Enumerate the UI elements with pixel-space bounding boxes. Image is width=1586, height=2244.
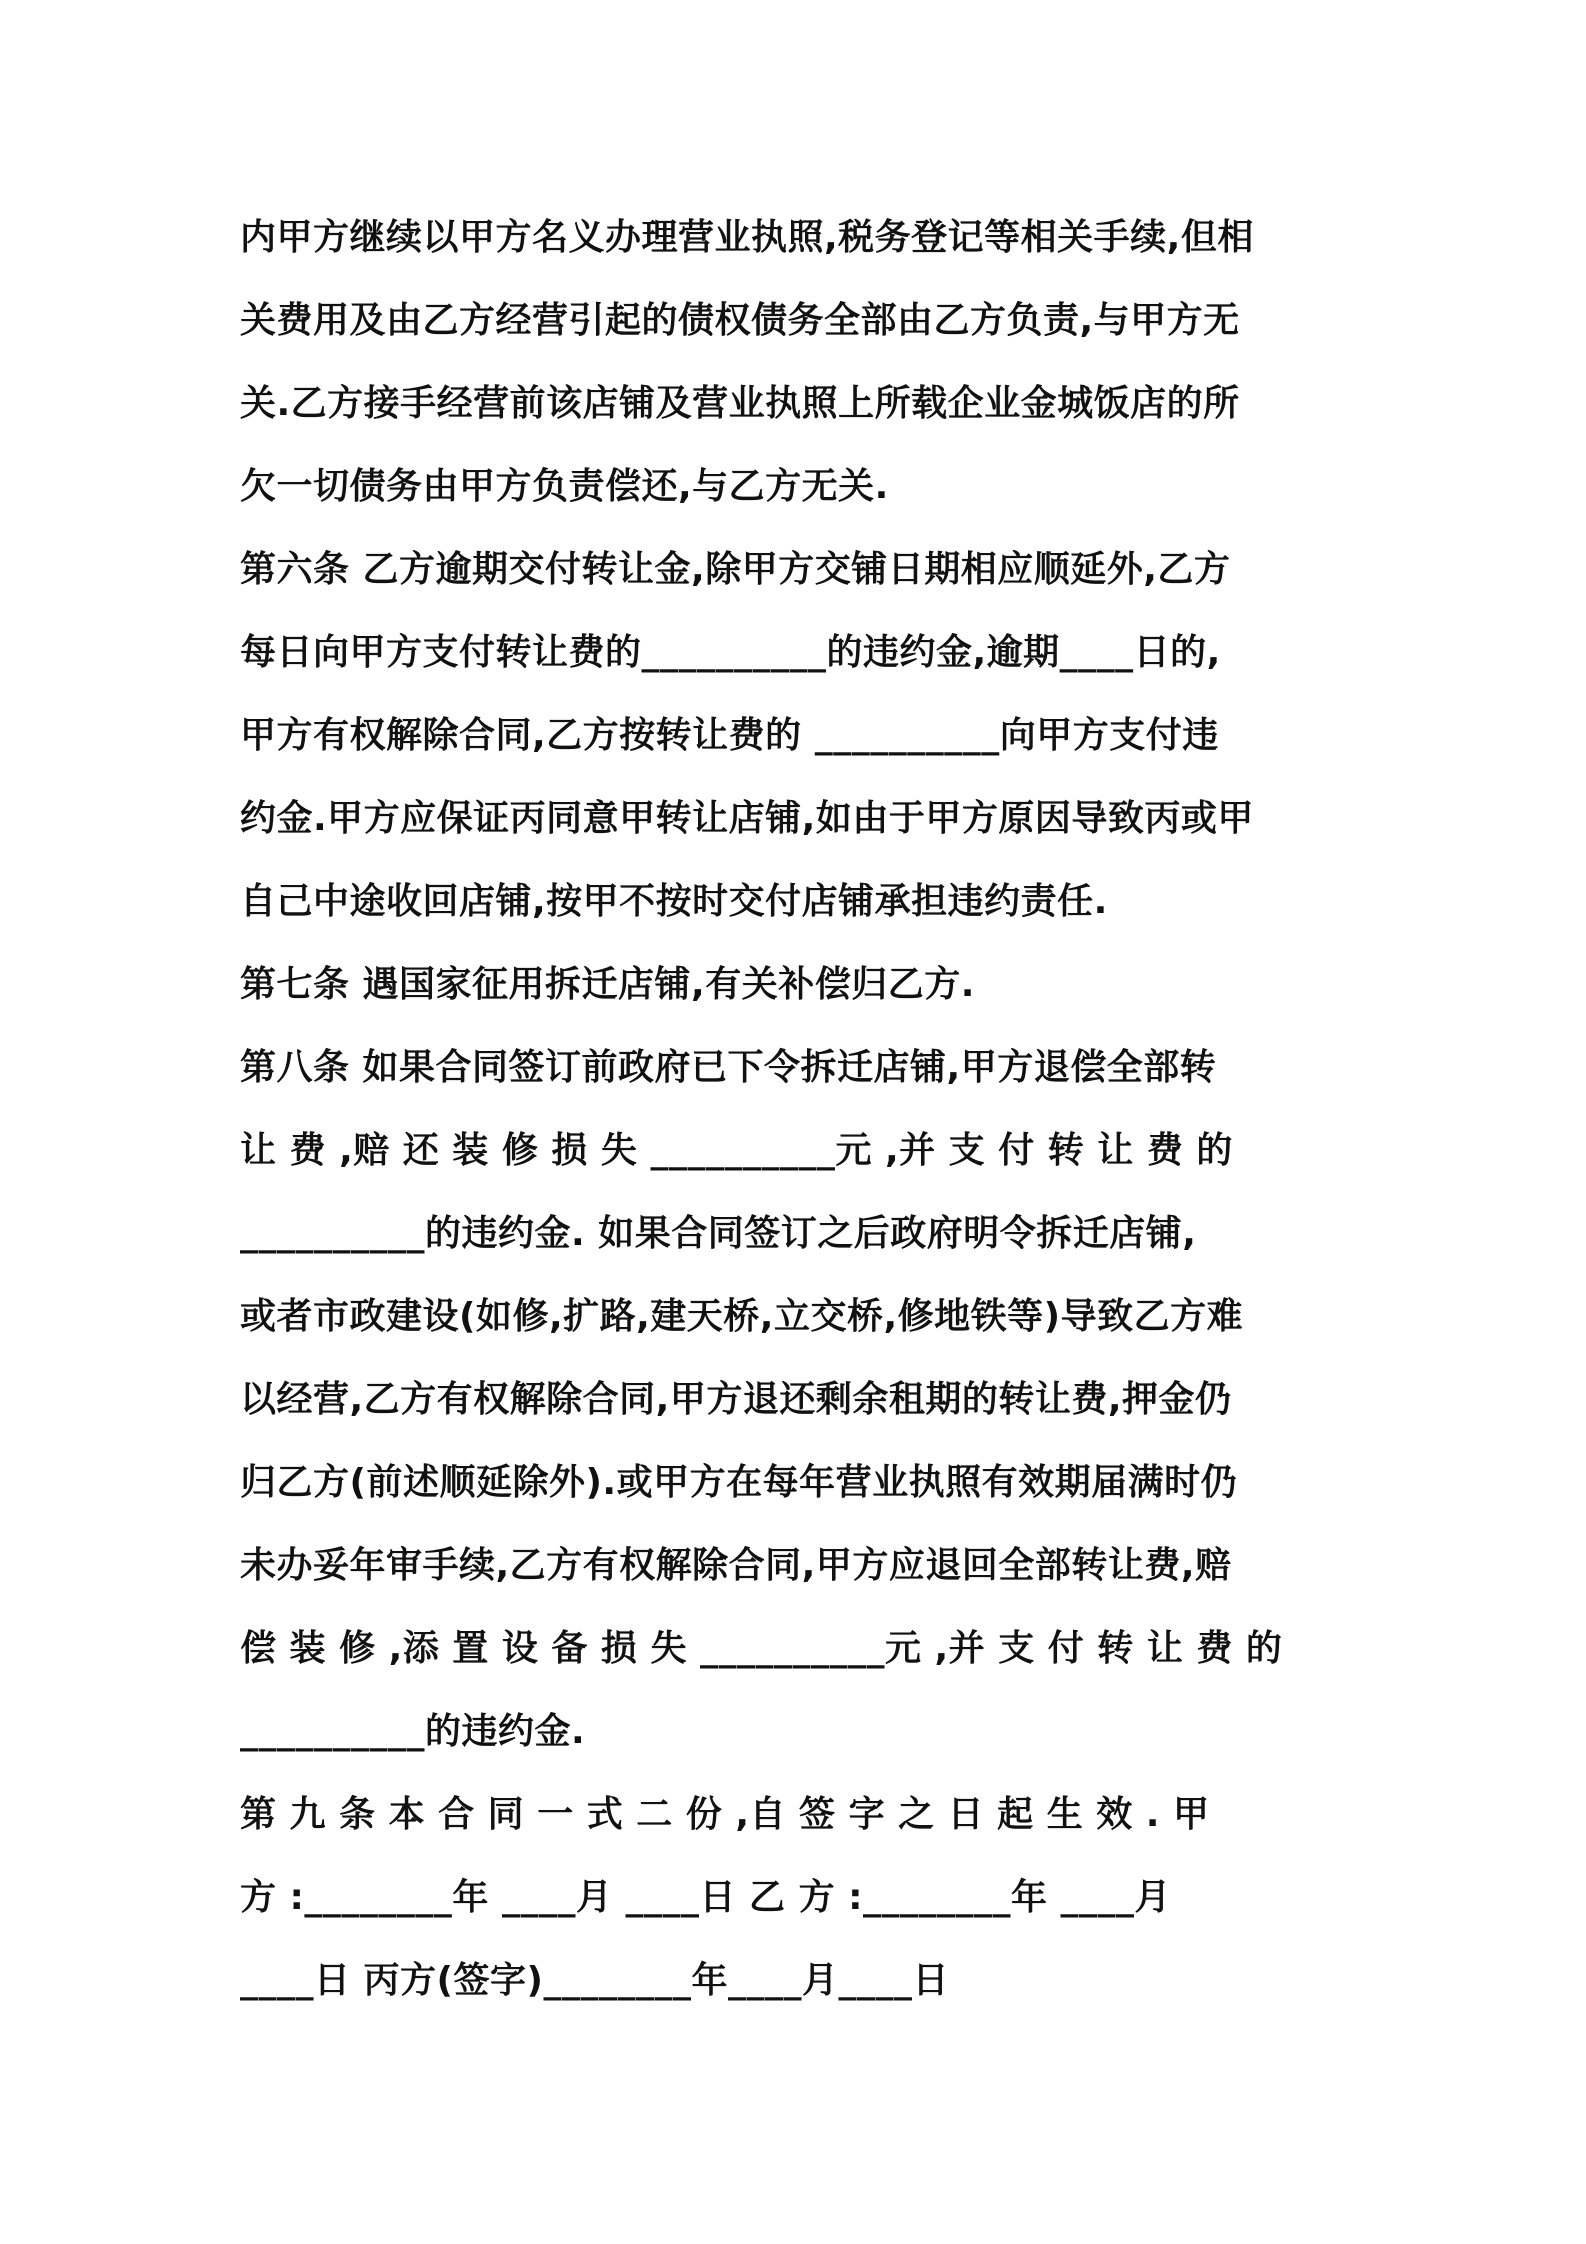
text-line-3: 关.乙方接手经营前该店铺及营业执照上所载企业金城饭店的所 bbox=[240, 383, 1240, 424]
article-8-line-6: 归乙方(前述顺延除外).或甲方在每年营业执照有效期届满时仍 bbox=[240, 1462, 1238, 1503]
article-8-line-5: 以经营,乙方有权解除合同,甲方退还剩余租期的转让费,押金仍 bbox=[240, 1379, 1232, 1420]
article-8-line-8: 偿 装 修 ,添 置 设 备 损 失 __________元 ,并 支 付 转 让 费 的 bbox=[240, 1628, 1283, 1669]
article-8-line-1: 第八条 如果合同签订前政府已下令拆迁店铺,甲方退偿全部转 bbox=[240, 1047, 1217, 1088]
article-6-line-4: 约金.甲方应保证丙同意甲转让店铺,如由于甲方原因导致丙或甲 bbox=[240, 798, 1254, 839]
article-8-line-7: 未办妥年审手续,乙方有权解除合同,甲方应退回全部转让费,赔 bbox=[240, 1545, 1232, 1586]
article-8-line-9: __________的违约金. bbox=[240, 1711, 586, 1752]
signature-line-2: ____日 丙方(签字)________年____月____日 bbox=[240, 1960, 949, 2001]
article-6-line-2: 每日向甲方支付转让费的__________的违约金,逾期____日的, bbox=[240, 632, 1221, 673]
text-line-2: 关费用及由乙方经营引起的债权债务全部由乙方负责,与甲方无 bbox=[240, 300, 1240, 341]
signature-line-1: 方 :________年 ____月 ____日 乙 方 :________年 ____月 bbox=[240, 1877, 1172, 1918]
text-line-4: 欠一切债务由甲方负责偿还,与乙方无关. bbox=[240, 466, 889, 507]
article-6-line-1: 第六条 乙方逾期交付转让金,除甲方交铺日期相应顺延外,乙方 bbox=[240, 549, 1231, 590]
article-8-line-2: 让 费 ,赔 还 装 修 损 失 __________元 ,并 支 付 转 让 费 的 bbox=[240, 1130, 1233, 1171]
contract-text bbox=[240, 196, 1352, 2022]
article-6-line-5: 自己中途收回店铺,按甲不按时交付店铺承担违约责任. bbox=[240, 881, 1108, 922]
article-6-line-3: 甲方有权解除合同,乙方按转让费的 __________向甲方支付违 bbox=[240, 715, 1219, 756]
article-7-line-1: 第七条 遇国家征用拆迁店铺,有关补偿归乙方. bbox=[240, 964, 975, 1005]
article-9-line-1: 第 九 条 本 合 同 一 式 二 份 ,自 签 字 之 日 起 生 效 . 甲 bbox=[240, 1794, 1210, 1835]
article-8-line-3: __________的违约金. 如果合同签订之后政府明令拆迁店铺, bbox=[240, 1213, 1197, 1254]
text-line-1: 内甲方继续以甲方名义办理营业执照,税务登记等相关手续,但相 bbox=[240, 217, 1254, 258]
article-8-line-4: 或者市政建设(如修,扩路,建天桥,立交桥,修地铁等)导致乙方难 bbox=[240, 1296, 1244, 1337]
